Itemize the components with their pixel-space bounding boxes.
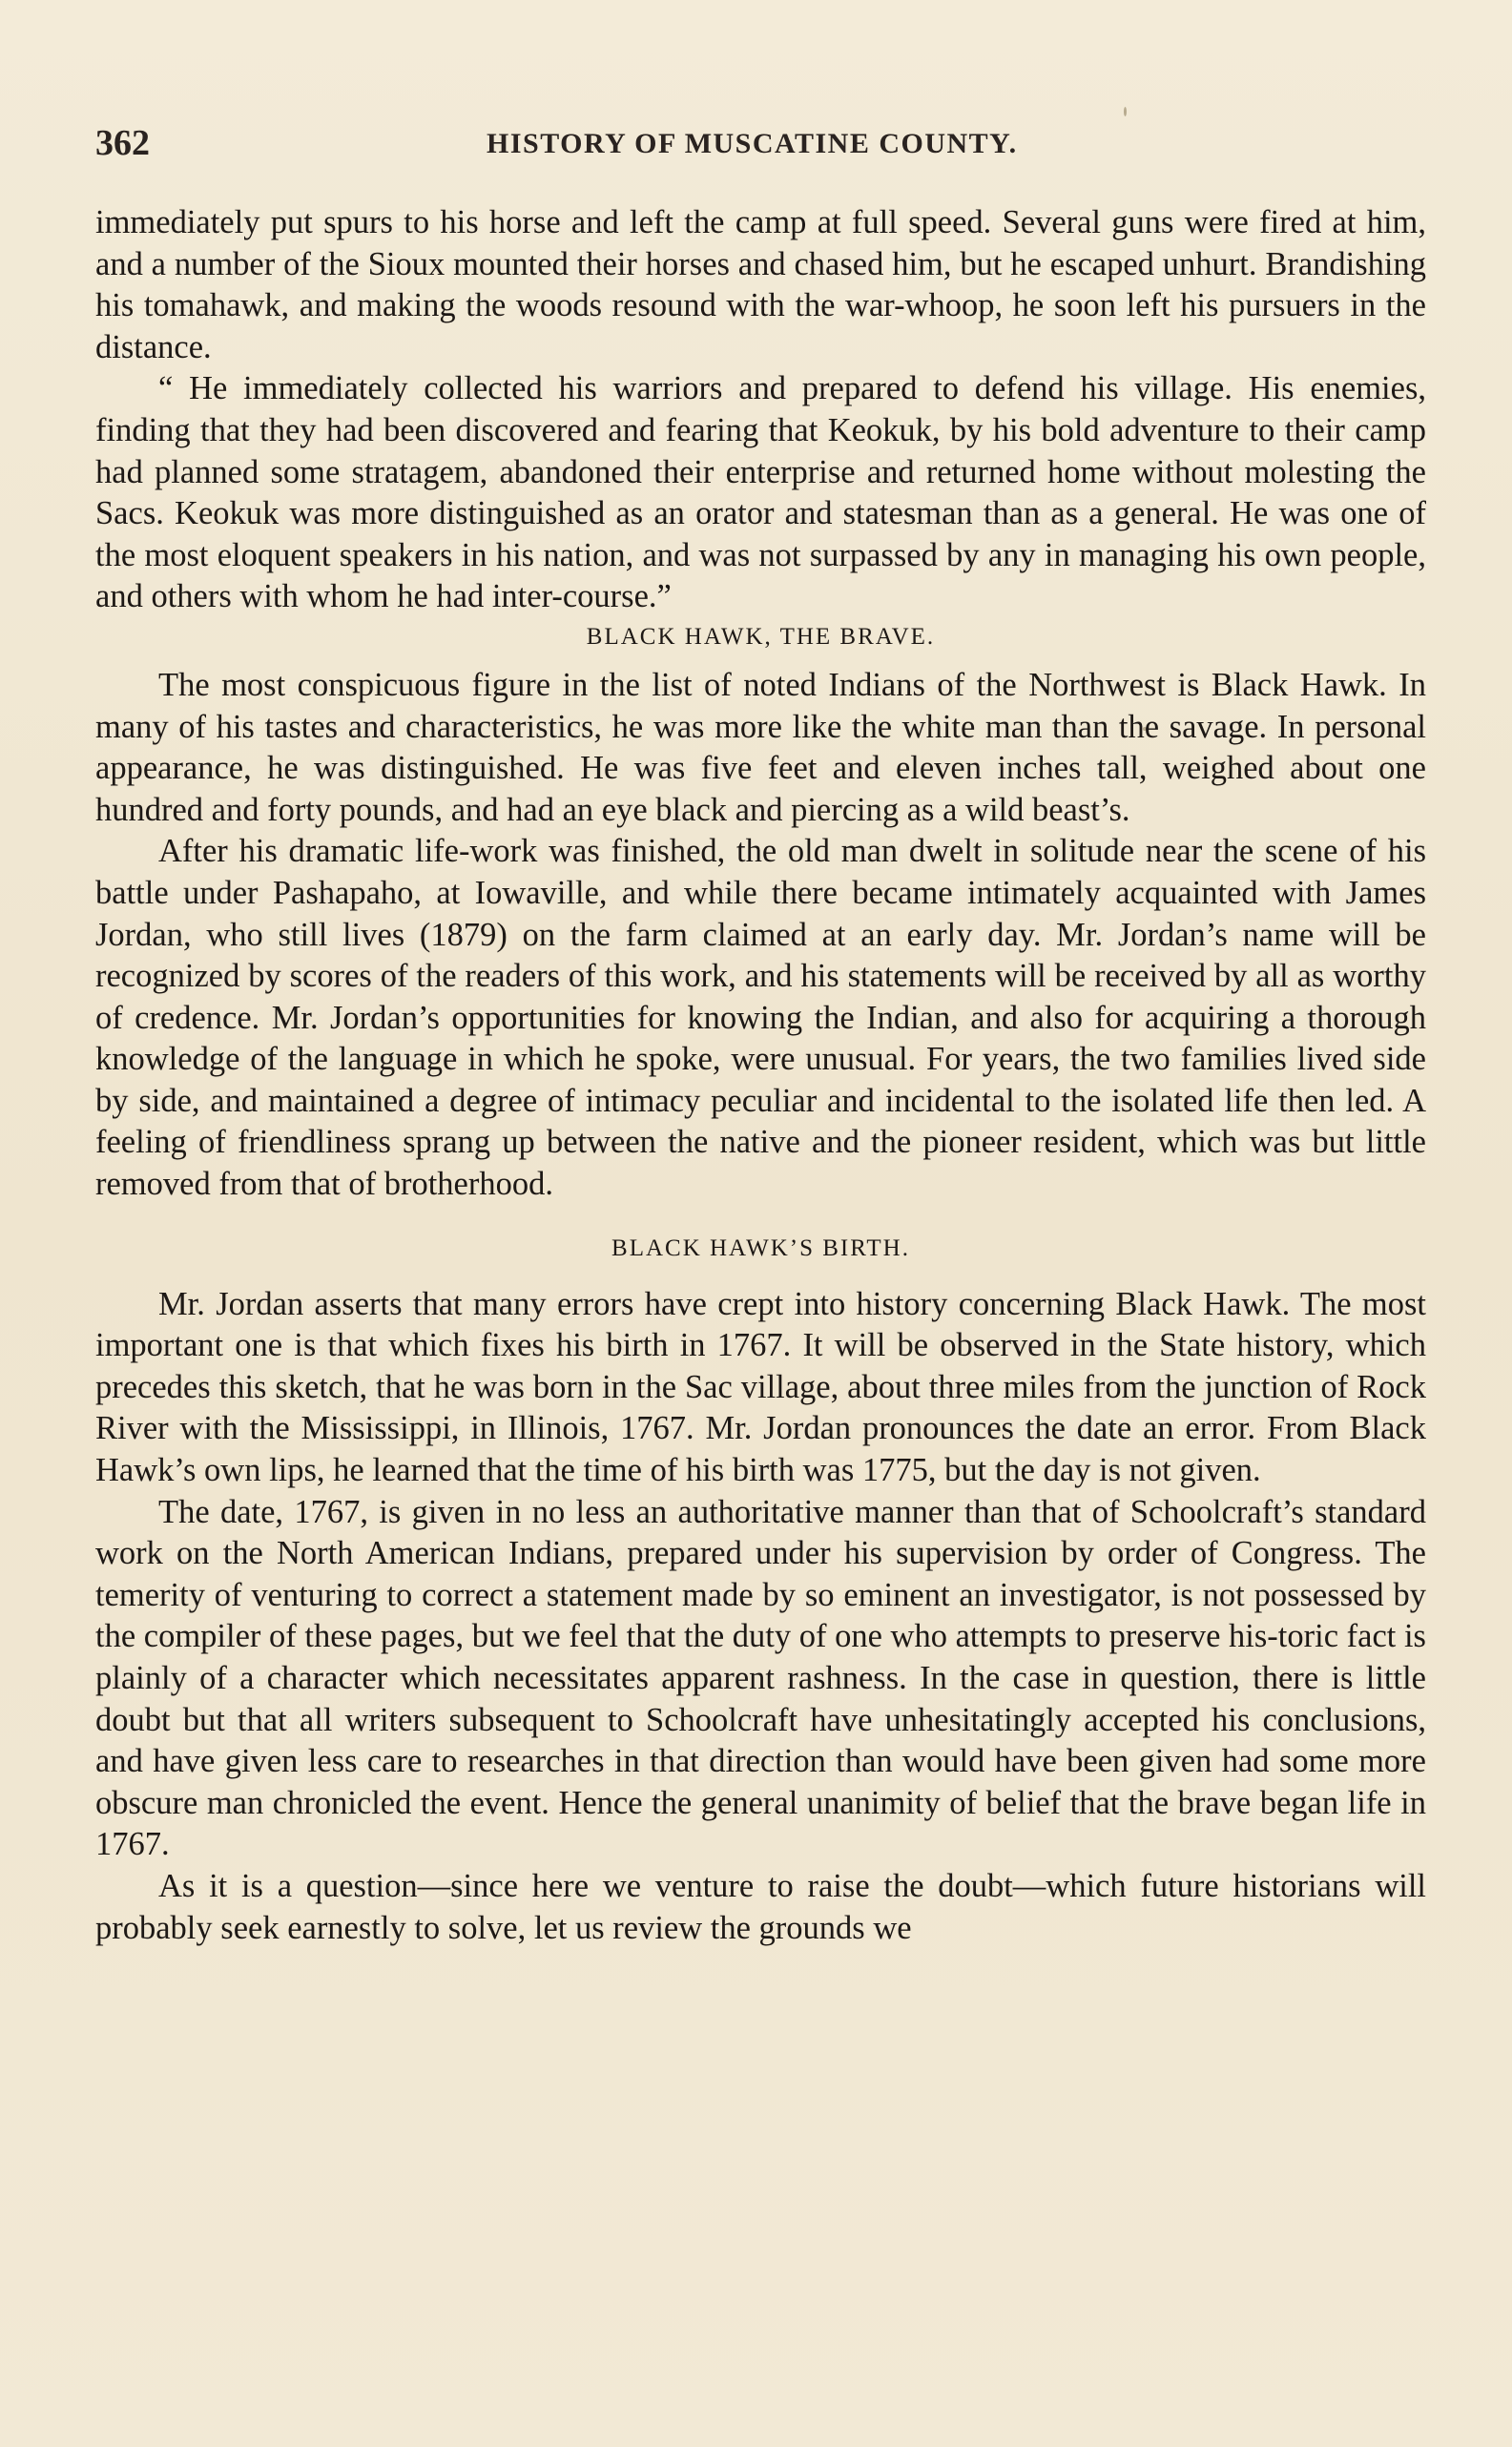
page-number: 362	[95, 123, 150, 163]
section-heading: BLACK HAWK, THE BRAVE.	[586, 623, 936, 650]
paragraph: The most conspicuous figure in the list of noted Indians of the Northwest is Black Hawk. In many of his tastes and characteristics, he was more like the white man than the savage. In personal appearance, he was distinguished. He was five feet and eleven inches tall, weighed about one hundred and forty pounds, and had an eye black and piercing as a wild beast’s.	[95, 666, 1426, 828]
paper-speck	[1124, 107, 1127, 116]
body-text	[95, 202, 1426, 1949]
paragraph: “ He immediately collected his warriors and prepared to defend his village. His enemies, finding that they had been discovered and fearing that Keokuk, by his bold adventure to their camp had planned some stratagem, abandoned their enterprise and returned home without molesting the Sacs. Keokuk was more distinguished as an orator and statesman than as a general. He was one of the most eloquent speakers in his nation, and was not surpassed by any in managing his own people, and others with whom he had inter-course.”	[95, 370, 1426, 615]
paragraph: As it is a question—since here we venture to raise the doubt—which future historians will probably seek earnestly to solve, let us review the grounds we	[95, 1867, 1426, 1946]
paragraph: The date, 1767, is given in no less an authoritative manner than that of Schoolcraft’s standard work on the North American Indians, prepared under his supervision by order of Congress. The temerity of venturing to correct a statement made by so eminent an investigator, is not possessed by the compiler of these pages, but we feel that the duty of one who attempts to preserve his-toric fact is plainly of a character which necessitates apparent rashness. In the case in question, there is little doubt but that all writers subsequent to Schoolcraft have unhesitatingly accepted his conclusions, and have given less care to researches in that direction than would have been given had some more obscure man chronicled the event. Hence the general unanimity of belief that the brave began life in 1767.	[95, 1493, 1426, 1863]
page-header	[95, 122, 1426, 170]
paragraph: After his dramatic life-work was finished, the old man dwelt in solitude near the scene of his battle under Pashapaho, at Iowaville, and while there became intimately acquainted with James Jordan, who still lives (1879) on the farm claimed at an early day. Mr. Jordan’s name will be recognized by scores of the readers of this work, and his statements will be received by all as worthy of credence. Mr. Jordan’s opportunities for knowing the Indian, and also for acquiring a thorough knowledge of the language in which he spoke, were unusual. For years, the two families lived side by side, and maintained a degree of intimacy peculiar and incidental to the isolated life then led. A feeling of friendliness sprang up between the native and the pioneer resident, which was but little removed from that of brotherhood.	[95, 833, 1426, 1203]
paragraph: immediately put spurs to his horse and left the camp at full speed. Several guns were fired at him, and a number of the Sioux mounted their horses and chased him, but he escaped unhurt. Brandishing his tomahawk, and making the woods resound with the war-whoop, he soon left his pursuers in the distance.	[95, 204, 1426, 365]
section-heading: BLACK HAWK’S BIRTH.	[611, 1234, 910, 1261]
running-title: HISTORY OF MUSCATINE COUNTY.	[487, 128, 1018, 159]
paragraph: Mr. Jordan asserts that many errors have crept into history concerning Black Hawk. The most important one is that which fixes his birth in 1767. It will be observed in the State history, which precedes this sketch, that he was born in the Sac village, about three miles from the junction of Rock River with the Mississippi, in Illinois, 1767. Mr. Jordan pronounces the date an error. From Black Hawk’s own lips, he learned that the time of his birth was 1775, but the day is not given.	[95, 1285, 1426, 1489]
